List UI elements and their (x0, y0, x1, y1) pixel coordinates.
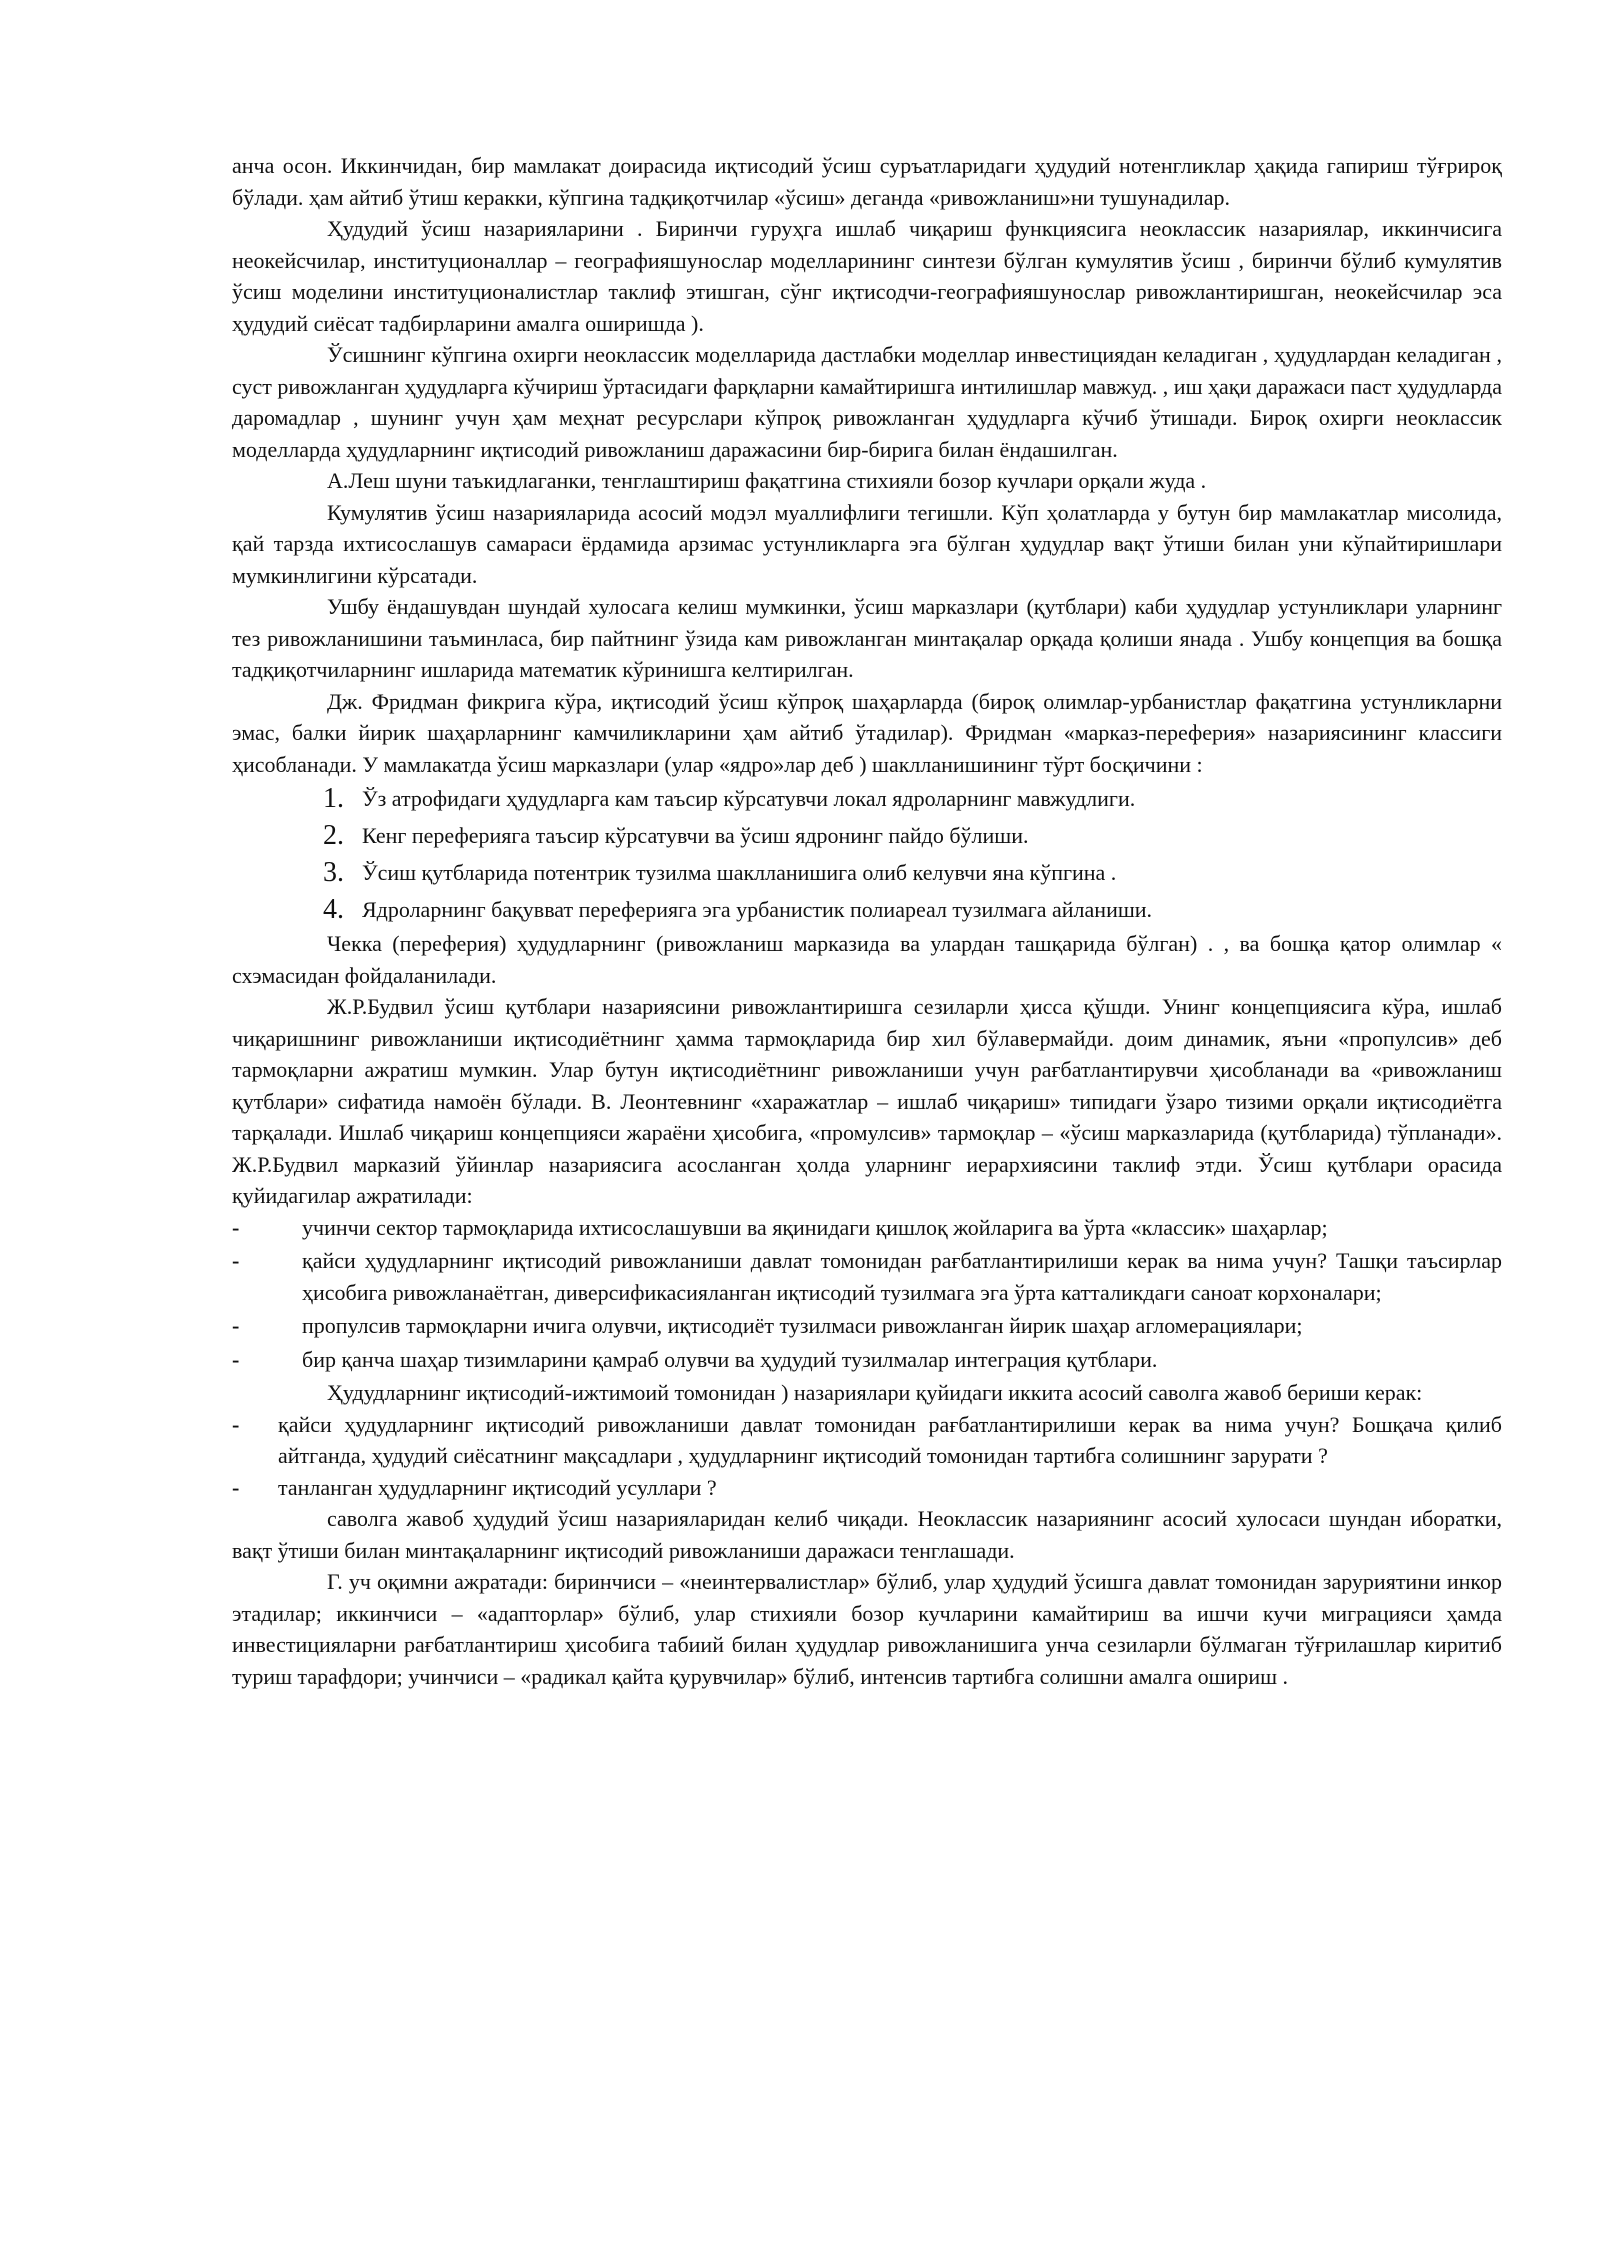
list-item (232, 1344, 1502, 1376)
list-item-text: танланган ҳудудларнинг иқтисодий усуллари ? (278, 1474, 717, 1500)
list-item (232, 1310, 1502, 1342)
list-item (232, 1409, 1502, 1472)
paragraph: Ҳудудларнинг иқтисодий-ижтимоий томонидан ) назариялари қуйидаги иккита асосий саволга жавоб бериши керак: (327, 1380, 1423, 1405)
list-item-text: Ядроларнинг бақувват переферияга эга урбанистик полиареал тузилмага айланиши. (362, 897, 1153, 922)
list-item (232, 1212, 1502, 1244)
paragraph: саволга жавоб ҳудудий ўсиш назарияларидан келиб чиқади. Неоклассик назариянинг асосий хулосаси шундан иборатки, вақт ўтиши билан минтақаларнинг иқтисодий ривожланиши даражаси тенглашади. (232, 1506, 1502, 1563)
list-item-text: учинчи сектор тармоқларида ихтисослашувши ва яқинидаги қишлоқ жойларига ва ўрта «классик» шаҳарлар; (302, 1214, 1328, 1240)
dash-bullet: - (232, 1474, 240, 1500)
paragraph: Ўсишнинг кўпгина охирги неоклассик моделларида дастлабки моделлар инвестициядан келадиган , ҳудудлардан келадиган , суст ривожланган ҳудудларга кўчириш ўртасидаги фарқларни камайтиришга интилишлар мавжуд. , иш ҳақи даражаси паст ҳудудларда даромадлар , шунинг учун ҳам меҳнат ресурслари кўпроқ ривожланган ҳудудларга кўчиб ўтишади. Бироқ охирги неоклассик моделларда ҳудудларнинг иқтисодий ривожланиш даражасини бир-бирига билан ёндашилган. (232, 342, 1502, 462)
paragraph: Ж.Р.Будвил ўсиш қутблари назариясини ривожлантиришга сезиларли ҳисса қўшди. Унинг концепциясига кўра, ишлаб чиқаришнинг ривожланиши иқтисодиётнинг ҳамма тармоқларида бир хил бўлавермайди. доим динамик, яъни «пропулсив» деб тармоқларни ажратиш мумкин. Улар бутун иқтисодиётнинг ривожланиши учун рағбатлантирувчи ҳисобланади ва «ривожланиш қутблари» сифатида намоён бўлади. В. Леонтевнинг «харажатлар – ишлаб чиқариш» типидаги ўзаро тизими орқали иқтисодиётга тарқалади. Ишлаб чиқариш концепцияси жараёни ҳисобига, «промулсив» тармоқлар – «ўсиш марказларида (қутбларида) тўпланади». Ж.Р.Будвил марказий ўйинлар назариясига асосланган ҳолда уларнинг иерархиясини таклиф этди. Ўсиш қутблари орасида қуйидагилар ажратилади: (232, 994, 1502, 1208)
paragraph: Дж. Фридман фикрига кўра, иқтисодий ўсиш кўпроқ шаҳарларда (бироқ олимлар-урбанистлар фақатгина устунликларни эмас, балки йирик шаҳарларнинг камчиликларини ҳам айтиб ўтадилар). Фридман «марказ-переферия» назариясининг классиги ҳисобланади. У мамлакатда ўсиш марказлари (улар «ядро»лар деб ) шаклланишининг тўрт босқичини : (232, 688, 1502, 777)
document-page (232, 150, 1502, 1692)
dash-bullet: - (232, 1411, 240, 1437)
list-item-text: Ўз атрофидаги ҳудудларга кам таъсир кўрсатувчи локал ядроларнинг мавжудлиги. (362, 786, 1136, 811)
list-item (232, 817, 1502, 854)
list-number: 2. (323, 820, 344, 851)
list-item-text: бир қанча шаҳар тизимларини қамраб олувчи ва ҳудудий тузилмалар интеграция қутблари. (302, 1346, 1158, 1372)
list-item-text: Ўсиш қутбларида потентрик тузилма шаклланишига олиб келувчи яна кўпгина . (362, 860, 1117, 885)
list-item (232, 1472, 1502, 1504)
paragraph: анча осон. Иккинчидан, бир мамлакат доирасида иқтисодий ўсиш суръатларидаги ҳудудий нотенгликлар ҳақида гапириш тўғрироқ бўлади. ҳам айтиб ўтиш керакки, кўпгина тадқиқотчилар «ўсиш» деганда «ривожланиш»ни тушунадилар. (232, 153, 1502, 210)
paragraph: А.Леш шуни таъкидлаганки, тенглаштириш фақатгина стихияли бозор кучлари орқали жуда . (327, 468, 1207, 493)
list-item-text: пропулсив тармоқларни ичига олувчи, иқтисодиёт тузилмаси ривожланган йирик шаҳар агломерациялари; (302, 1313, 1303, 1338)
list-number: 4. (323, 894, 344, 925)
list-item (232, 854, 1502, 891)
poles-list (232, 1212, 1502, 1376)
dash-bullet: - (232, 1313, 240, 1338)
list-number: 3. (323, 857, 344, 888)
list-item (232, 1245, 1502, 1308)
paragraph: Ушбу ёндашувдан шундай хулосага келиш мумкинки, ўсиш марказлари (қутблари) каби ҳудудлар устунликлари уларнинг тез ривожланишини таъминласа, бир пайтнинг ўзида кам ривожланган минтақалар орқада қолиши янада . Ушбу концепция ва бошқа тадқиқотчиларнинг ишларида математик кўринишга келтирилган. (232, 594, 1502, 682)
list-item-text: қайси ҳудудларнинг иқтисодий ривожланиши давлат томонидан рағбатлантирилиши керак ва нима учун? Бошқача қилиб айтганда, ҳудудий сиёсатнинг мақсадлари , ҳудудларнинг иқтисодий томонидан тартибга солишнинг зарурати ? (278, 1411, 1502, 1468)
paragraph: Ҳудудий ўсиш назарияларини . Биринчи гуруҳга ишлаб чиқариш функциясига неоклассик назариялар, иккинчисига неокейсчилар, институционаллар – географияшунослар моделларининг синтези бўлган кумулятив ўсиш , биринчи бўлиб кумулятив ўсиш моделини институционалистлар таклиф этишган, сўнг иқтисодчи-географияшунослар ривожлантиришган, неокейсчилар эса ҳудудий сиёсат тадбирларини амалга оширишда ). (232, 216, 1502, 336)
paragraph: Чекка (переферия) ҳудудларнинг (ривожланиш марказида ва улардан ташқарида бўлган) . , ва бошқа қатор олимлар « схэмасидан фойдаланилади. (232, 931, 1502, 988)
list-item-text: қайси ҳудудларнинг иқтисодий ривожланиши давлат томонидан рағбатлантирилиши керак ва нима учун? Ташқи таъсирлар ҳисобига ривожланаётган, диверсификасияланган иқтисодий тузилмага эга ўрта катталикдаги саноат корхоналари; (302, 1248, 1502, 1305)
dash-bullet: - (232, 1214, 240, 1240)
paragraph: Г. уч оқимни ажратади: биринчиси – «неинтервалистлар» бўлиб, улар ҳудудий ўсишга давлат томонидан заруриятини инкор этадилар; иккинчиси – «адапторлар» бўлиб, улар стихияли бозор кучларини камайтириш ва ишчи кучи миграцияси ҳамда инвестицияларни рағбатлантириш ҳисобига табиий билан ҳудудлар ривожланишига унча сезиларли бўлмаган тўғрилашлар киритиб туриш тарафдори; учинчиси – «радикал қайта қурувчилар» бўлиб, интенсив тартибга солишни амалга ошириш . (232, 1569, 1502, 1689)
list-item (232, 780, 1502, 817)
dash-bullet: - (232, 1248, 240, 1273)
list-item-text: Кенг переферияга таъсир кўрсатувчи ва ўсиш ядронинг пайдо бўлиши. (362, 823, 1029, 848)
dash-bullet: - (232, 1346, 240, 1372)
paragraph: Кумулятив ўсиш назарияларида асосий модэл муаллифлиги тегишли. Кўп ҳолатларда у бутун бир мамлакатлар мисолида, қай тарзда ихтисослашув самараси ёрдамида арзимас устунликларга эга бўлган ҳудудлар вақт ўтиши билан уни кўпайтиришлари мумкинлигини кўрсатади. (232, 499, 1502, 588)
questions-list (232, 1409, 1502, 1504)
list-number: 1. (323, 783, 344, 814)
list-item (232, 891, 1502, 928)
stages-list (232, 780, 1502, 928)
